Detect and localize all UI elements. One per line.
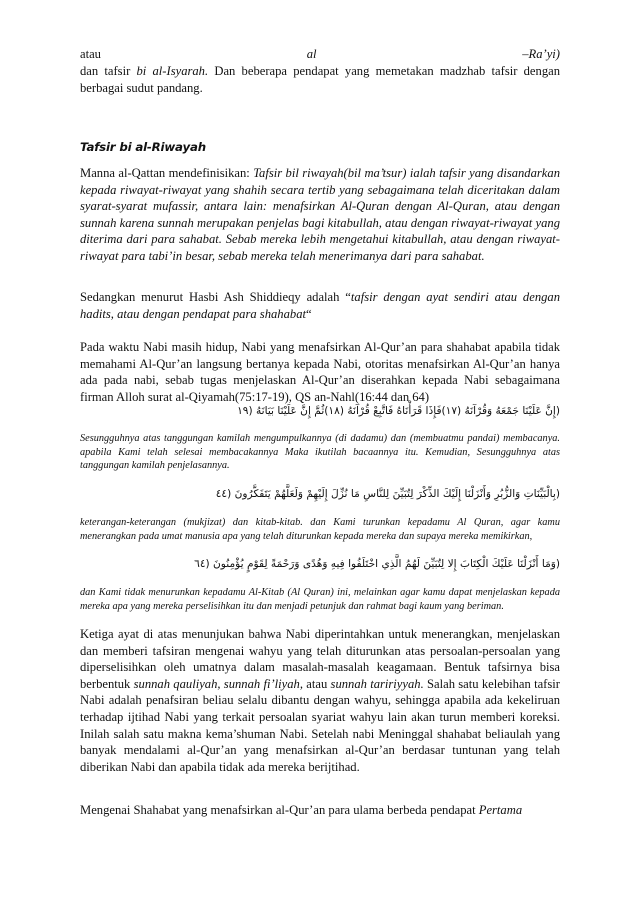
translation-1: Sesungguhnya atas tanggungan kamilah mengumpulkannya (di dadamu) dan (membuatmu pandai) membacanya. apabila Kami telah selesai membacakannya Maka ikutilah bacaannya itu. Kemudian, Sesungguhnya atas tanggungan kamilah penjelasannya. [80,433,560,472]
section-heading: Tafsir bi al-Riwayah [80,140,206,154]
translation-2: keterangan-keterangan (mukjizat) dan kitab-kitab. dan Kami turunkan kepadamu Al Quran, agar kamu menerangkan pada umat manusia apa yang telah diturunkan kepada mereka dan supaya mereka memikirkan, [80,517,560,542]
translation-3: dan Kami tidak menurunkan kepadamu Al-Kitab (Al Quran) ini, melainkan agar kamu dapat menjelaskan kepada mereka apa yang mereka perselisihkan itu dan menjadi petunjuk dan rahmat bagi kaum yang beriman. [80,587,560,612]
intro-paragraph: dan tafsir bi al-Isyarah. Dan beberapa pendapat yang memetakan madzhab tafsir dengan berbagai sudut pandang. [80,64,560,95]
top-line-middle: al [306,47,317,61]
top-line-left: atau [80,47,101,61]
shahabat-paragraph: Mengenai Shahabat yang menafsirkan al-Qur’an para ulama berbeda pendapat Pertama [80,803,523,817]
top-line-right: –Ra’yi) [522,47,560,61]
arabic-verse-2: (بِالْبَيِّنَاتِ وَالزُّبُرِ وَأَنْزَلْنَا إِلَيْكَ الذِّكْرَ لِتُبَيِّنَ لِلنَّاسِ مَا نُزِّلَ إِلَيْهِمْ وَلَعَلَّهُمْ يَتَفَكَّرُونَ (٤٤ [215,488,560,500]
ketiga-paragraph: Ketiga ayat di atas menunjukan bahwa Nabi diperintahkan untuk menerangkan, menjelaskan dan memberi tafsiran mengenai wahyu yang telah diturunkan atas persoalan-persoalan yang diperselisihkan oleh umatnya dalam masalah-masalah keagamaan. Bentuk tafsirnya bisa berbentuk sunnah qauliyah, sunnah fi’liyah, atau sunnah taririyyah. Salah satu kelebihan tafsir Nabi adalah penafsiran beliau selalu dibantu dengan wahyu, sehingga apabila ada kekeliruan terhadap ijtihad Nabi yang terkait persoalan syariat wahyu lain akan turun memberi koreksi. Inilah salah satu makna kema’shuman Nabi. Setelah nabi Meninggal shahabat beliaulah yang banyak mendalami al-Qur’an yang menafsirkan al-Qur’an berdasar tuntunan yang telah diberikan Nabi dan apabila tidak ada mereka berijtihad. [80,627,560,774]
arabic-verse-1: (إِنَّ عَلَيْنَا جَمْعَهُ وَقُرْآنَهُ (١٧)فَإِذَا قَرَأْنَاهُ فَاتَّبِعْ قُرْآنَهُ (١٨)ثُمَّ إِنَّ عَلَيْنَا بَيَانَهُ (١٩ [237,405,560,417]
hasbi-paragraph: Sedangkan menurut Hasbi Ash Shiddieqy adalah “tafsir dengan ayat sendiri atau dengan hadits, atau dengan pendapat para shahabat“ [80,290,561,321]
nabi-paragraph: Pada waktu Nabi masih hidup, Nabi yang menafsirkan Al-Qur’an para shahabat apabila tidak memahami Al-Qur’an langsung bertanya kepada Nabi, otoritas menafsirkan Al-Qur’an hanya ada pada nabi, sebab tugas menjelaskan Al-Qur’an diserahkan kepada Nabi sebagaimana firman Alloh surat al-Qiyamah(75:17-19), QS an-Nahl(16:44 dan 64) [80,340,560,404]
qattan-paragraph: Manna al-Qattan mendefinisikan: Tafsir bil riwayah(bil ma’tsur) ialah tafsir yang disandarkan kepada riwayat-riwayat yang shahih secara tertib yang sebagaimana telah diceritakan dalam syarat-syarat mufassir, antara lain: menafsirkan Al-Quran dengan Al-Quran, atau dengan sunnah karena sunnah merupakan penjelas bagi kitabullah, atau dengan riwayat-riwayat yang diterima dari para sahabat. Sebab mereka lebih mengetahui kitabullah, atau dengan riwayat-riwayat para tabi’in besar, sebab mereka telah menerimanya dari para sahabat. [80,166,560,263]
arabic-verse-3: (وَمَا أَنْزَلْنَا عَلَيْكَ الْكِتَابَ إِلا لِتُبَيِّنَ لَهُمُ الَّذِي اخْتَلَفُوا فِيهِ وَهُدًى وَرَحْمَةً لِقَوْمٍ يُؤْمِنُونَ (٦٤ [194,558,560,570]
top-line [80,46,560,63]
